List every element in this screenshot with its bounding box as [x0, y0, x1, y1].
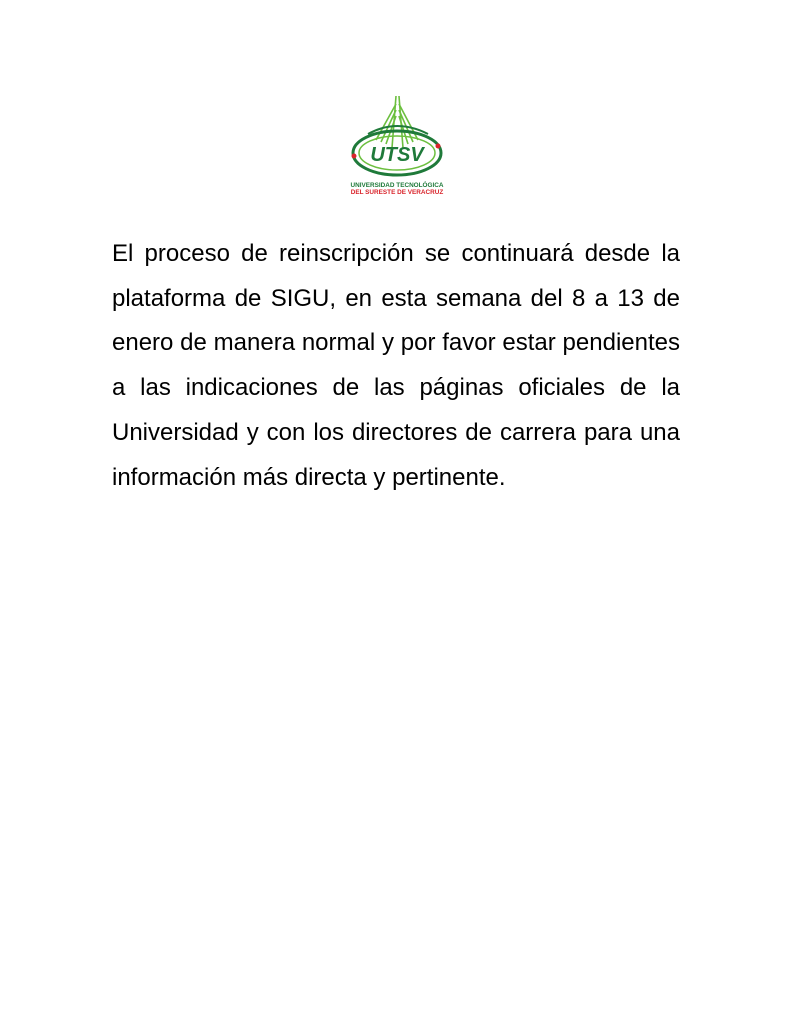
logo-name-line2: DEL SURESTE DE VERACRUZ: [350, 189, 444, 196]
notice-paragraph: El proceso de reinscripción se continuará desde la plataforma de SIGU, en esta semana del 8 a 13 de enero de manera normal y por favor estar pendientes a las indicaciones de las páginas oficiales de la Universidad y con los directores de carrera para una información más directa y pertinente.: [112, 240, 680, 491]
red-dot-left: [352, 154, 357, 159]
logo-wordmark: UTSV: [370, 144, 424, 166]
utsv-logo: [348, 90, 446, 198]
bridge-icon: [368, 96, 428, 148]
logo-name-line1: UNIVERSIDAD TECNOLÓGICA: [350, 182, 444, 189]
utsv-logo-graphic: [348, 90, 446, 198]
red-dot-right: [436, 144, 441, 149]
